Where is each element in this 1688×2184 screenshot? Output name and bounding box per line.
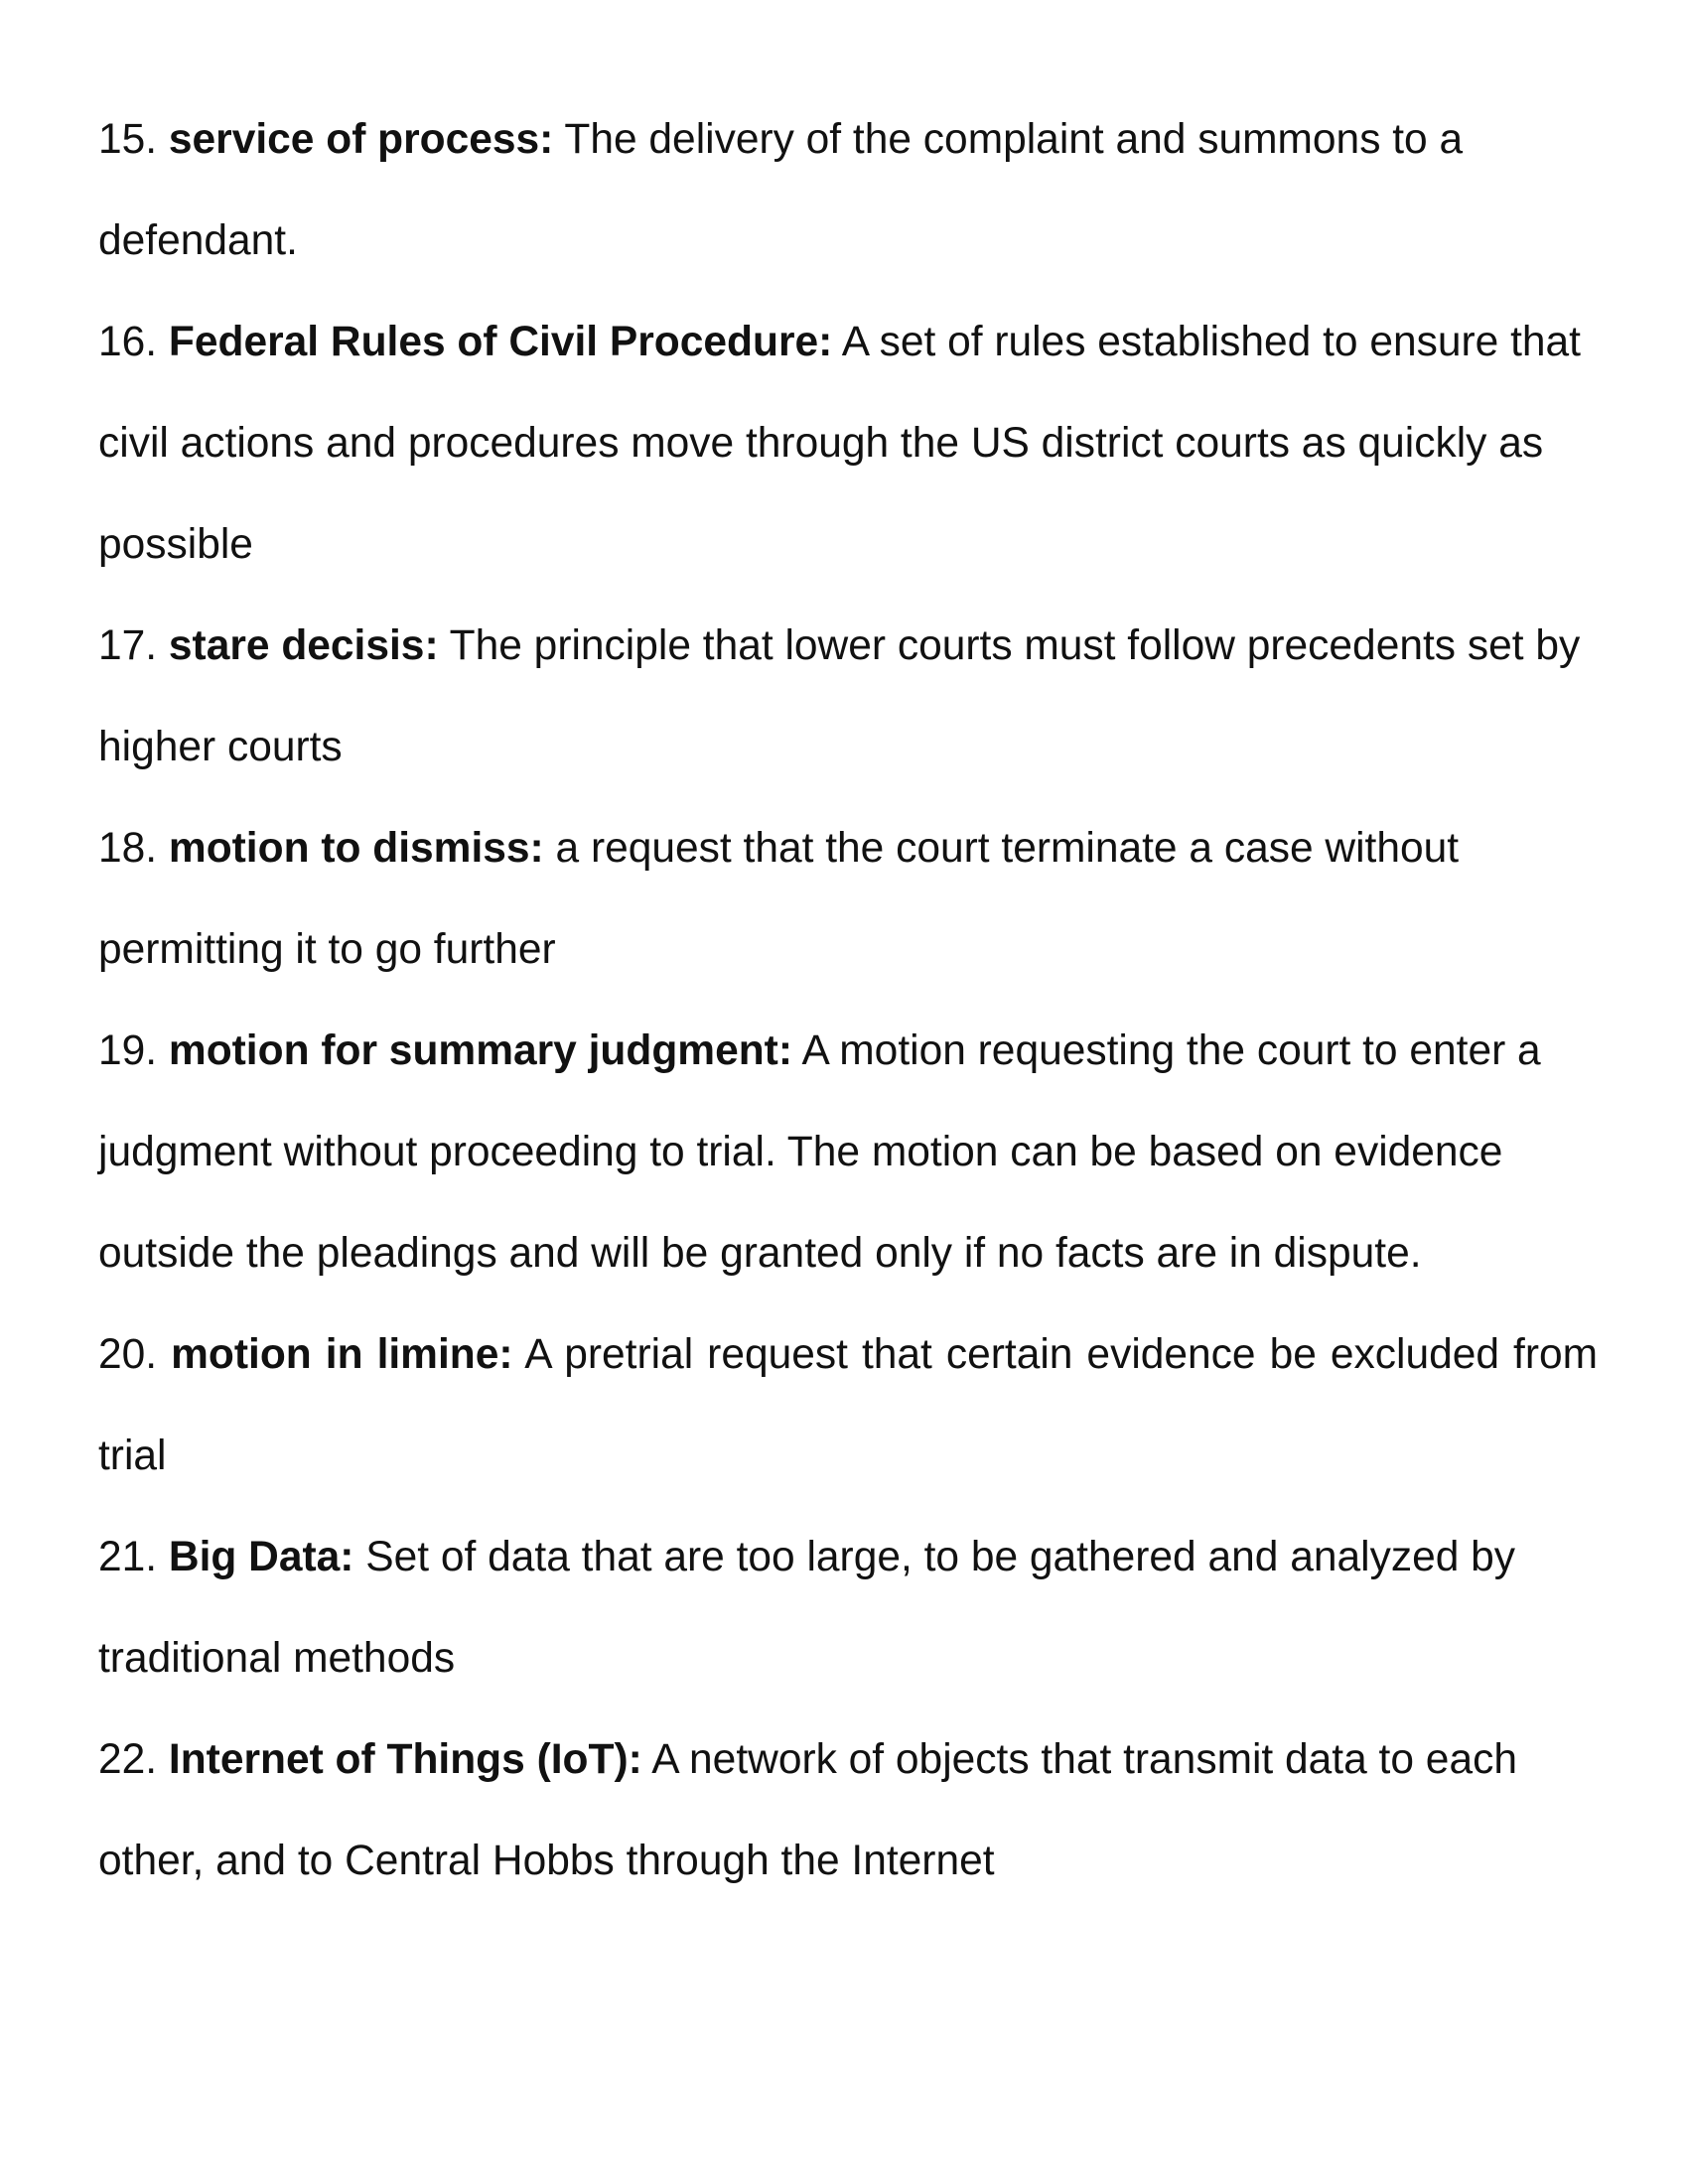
- entry-definition: A pretrial request that certain evidence be excluded from trial: [98, 1331, 1599, 1479]
- entry-number: 16.: [98, 319, 158, 365]
- glossary-entry-20: [98, 1304, 1598, 1507]
- glossary-list: [98, 89, 1598, 1912]
- glossary-entry-16: [98, 292, 1598, 596]
- entry-definition: Set of data that are too large, to be gathered and analyzed by traditional methods: [98, 1534, 1516, 1682]
- glossary-entry-18: [98, 798, 1598, 1001]
- entry-term: stare decisis:: [168, 622, 439, 669]
- entry-number: 17.: [98, 622, 158, 669]
- entry-definition: A motion requesting the court to enter a judgment without proceeding to trial. The motion can be based on evidence outside the pleadings and will be granted only if no facts are in dispute.: [98, 1027, 1541, 1277]
- entry-term: motion to dismiss:: [168, 825, 544, 872]
- entry-number: 21.: [98, 1534, 158, 1580]
- entry-term: Internet of Things (IoT):: [168, 1736, 642, 1783]
- entry-term: motion for summary judgment:: [168, 1027, 792, 1074]
- glossary-entry-17: [98, 596, 1598, 798]
- entry-term: service of process:: [168, 116, 554, 163]
- entry-number: 18.: [98, 825, 158, 872]
- entry-number: 19.: [98, 1027, 158, 1074]
- entry-term: Big Data:: [168, 1534, 354, 1580]
- glossary-entry-21: [98, 1507, 1598, 1709]
- glossary-entry-15: [98, 89, 1598, 292]
- glossary-entry-22: [98, 1709, 1598, 1912]
- entry-number: 22.: [98, 1736, 158, 1783]
- entry-definition: The principle that lower courts must follow precedents set by higher courts: [98, 622, 1581, 770]
- entry-number: 15.: [98, 116, 158, 163]
- entry-term: Federal Rules of Civil Procedure:: [168, 319, 833, 365]
- entry-definition: A network of objects that transmit data to each other, and to Central Hobbs through the Internet: [98, 1736, 1517, 1884]
- glossary-entry-19: [98, 1001, 1598, 1304]
- entry-definition: a request that the court terminate a case without permitting it to go further: [98, 825, 1460, 973]
- entry-term: motion in limine:: [171, 1331, 513, 1378]
- entry-definition: The delivery of the complaint and summons to a defendant.: [98, 116, 1464, 264]
- entry-number: 20.: [98, 1331, 158, 1378]
- entry-definition: A set of rules established to ensure that civil actions and procedures move through the US district courts as quickly as possible: [98, 319, 1581, 568]
